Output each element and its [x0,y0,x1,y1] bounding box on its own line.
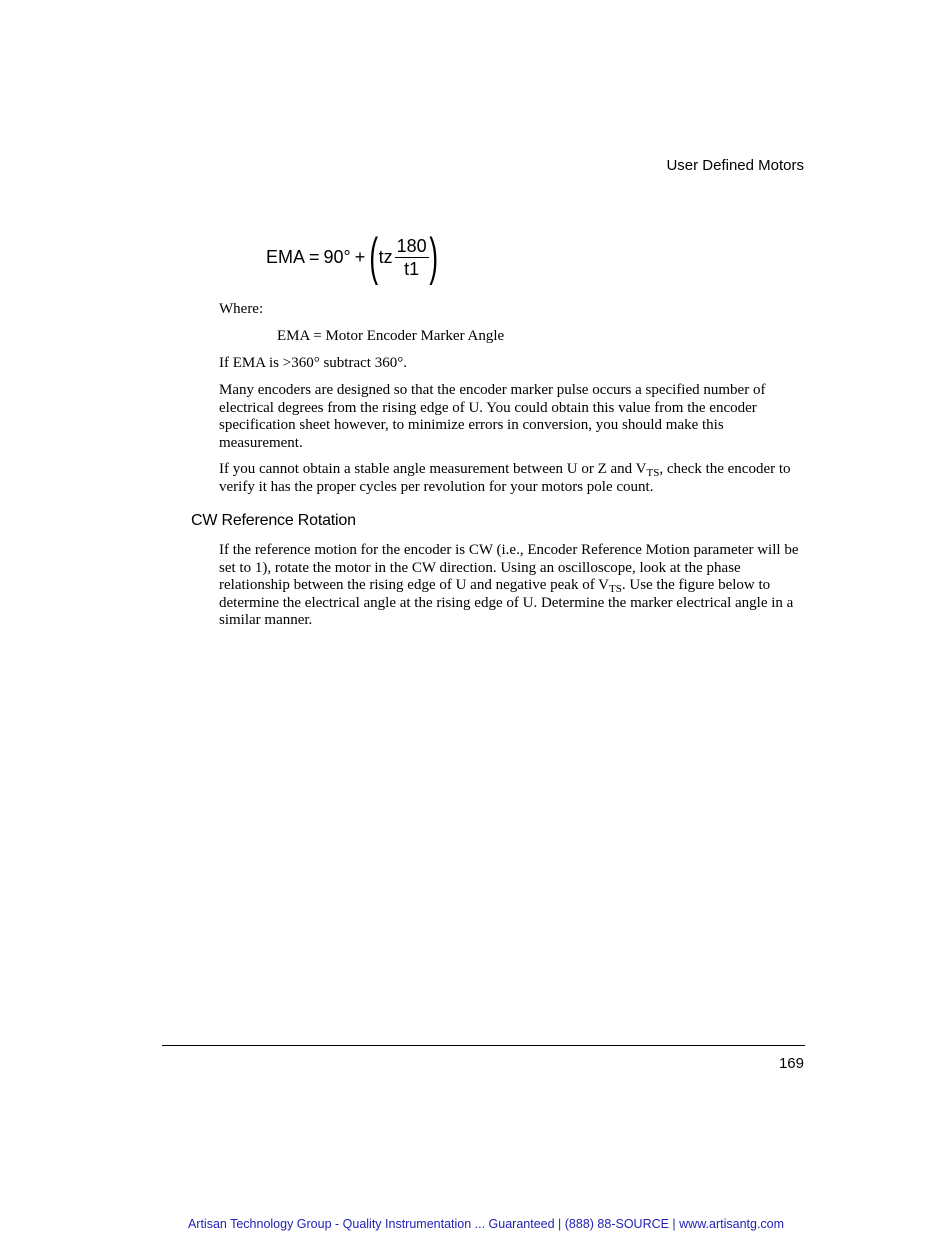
stable-angle-paragraph [219,461,805,496]
equation-plus: + [354,246,366,267]
equation-lhs: EMA [266,246,306,267]
equation-term: tz [378,246,393,267]
running-header: User Defined Motors [666,157,804,174]
equation-numerator: 180 [396,235,427,256]
page-number: 169 [778,1055,804,1072]
vendor-footer-text[interactable]: Artisan Technology Group - Quality Instrumentation ... Guaranteed | (888) 88-SOURCE | www.artisantg.com [187,1217,785,1231]
ema-definition: EMA = Motor Encoder Marker Angle [277,328,505,344]
equation-constant: 90° [323,246,351,267]
stable-text-end: , check the encoder to verify it has the proper cycles per revolution for your motors pole count. [219,461,791,495]
equation-close-paren: ) [429,228,438,286]
equation-fraction [395,235,429,280]
stable-text-start: If you cannot obtain a stable angle measurement between U or Z and V [219,461,647,477]
footer-divider [162,1045,805,1046]
ema-overflow-note: If EMA is >360° subtract 360°. [219,355,407,371]
where-label: Where: [219,301,264,317]
equation-denominator: t1 [404,258,420,279]
vts-subscript: TS [646,467,660,479]
equation-equals: = [309,246,320,267]
cw-text-start: If the reference motion for the encoder is CW (i.e., Encoder Reference Motion parameter will be set to 1), rotate the motor in the CW direction. Using an oscilloscope, look at the phase relationship between the rising edge of U and negative peak of V [219,542,799,593]
cw-rotation-paragraph [219,542,805,630]
ema-equation [266,228,438,286]
section-heading: CW Reference Rotation [191,512,356,529]
encoder-marker-paragraph: Many encoders are designed so that the encoder marker pulse occurs a specified number of electrical degrees from the rising edge of U. You could obtain this value from the encoder specification sheet however, to minimize errors in conversion, you should make this measurement. [219,382,766,451]
vendor-footer [0,1217,950,1231]
equation-open-paren: ( [369,228,379,286]
cw-text-end: . Use the figure below to determine the electrical angle at the rising edge of U. Determine the marker electrical angle in a similar manner. [219,577,794,628]
vts-subscript: TS [609,583,622,595]
